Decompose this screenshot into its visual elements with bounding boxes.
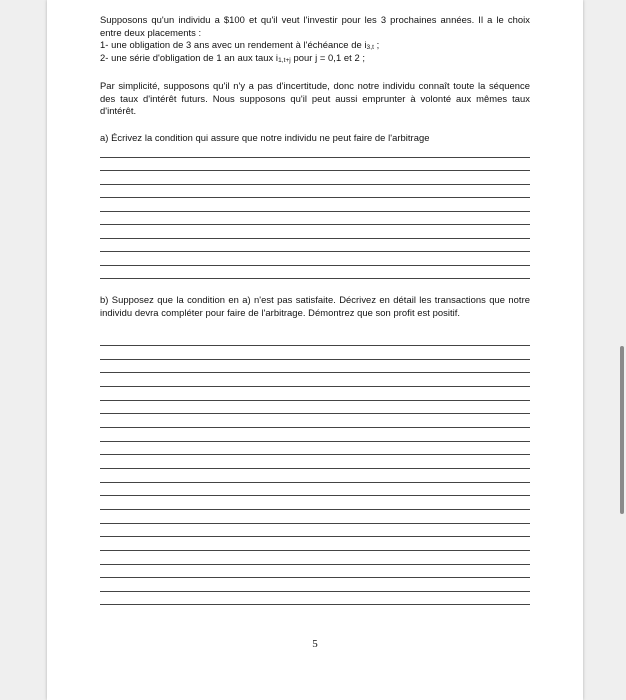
answer-line <box>100 523 530 524</box>
scrollbar-thumb[interactable] <box>620 346 624 514</box>
option-1-suffix: ; <box>373 39 380 51</box>
answer-line <box>100 495 530 496</box>
question-b: b) Supposez que la condition en a) n'est pas satisfaite. Décrivez en détail les transactions que notre individu devra compléter pour faire de l'arbitrage. Démontrez que son profit est positif. <box>100 294 530 318</box>
answer-line <box>100 278 530 279</box>
answer-line <box>100 441 530 442</box>
option-1-text: 1- une obligation de 3 ans avec un rendement à l'échéance de i <box>100 39 367 51</box>
option-1 <box>100 39 530 52</box>
answer-line <box>100 400 530 401</box>
answer-line <box>100 157 530 158</box>
answer-line <box>100 251 530 252</box>
answer-line <box>100 197 530 198</box>
answer-line <box>100 265 530 266</box>
assumption-paragraph: Par simplicité, supposons qu'il n'y a pas d'incertitude, donc notre individu connaît toute la séquence des taux d'intérêt futurs. Nous supposons qu'il peut aussi emprunter à volonté aux mêmes taux d'intérêt. <box>100 80 530 117</box>
answer-line <box>100 345 530 346</box>
answer-line <box>100 170 530 171</box>
answer-line <box>100 509 530 510</box>
answer-line <box>100 577 530 578</box>
previous-content-fragment <box>169 0 279 3</box>
answer-line <box>100 604 530 605</box>
option-2 <box>100 52 530 65</box>
answer-line <box>100 536 530 537</box>
page-number: 5 <box>312 638 318 650</box>
answer-line <box>100 454 530 455</box>
answer-line <box>100 386 530 387</box>
scrollbar[interactable] <box>618 0 626 700</box>
answer-line <box>100 359 530 360</box>
answer-line <box>100 413 530 414</box>
question-a: a) Écrivez la condition qui assure que notre individu ne peut faire de l'arbitrage <box>100 132 430 143</box>
intro-paragraph <box>100 14 530 64</box>
answer-line <box>100 591 530 592</box>
document-page <box>47 0 583 700</box>
answer-line <box>100 564 530 565</box>
answer-line <box>100 224 530 225</box>
answer-line <box>100 550 530 551</box>
option-1-subscript: 3,t <box>366 44 374 52</box>
answer-line <box>100 468 530 469</box>
answer-line <box>100 211 530 212</box>
answer-line <box>100 482 530 483</box>
option-2-text: 2- une série d'obligation de 1 an aux taux i <box>100 51 279 63</box>
answer-line <box>100 238 530 239</box>
option-2-subscript: 1,t+j <box>278 56 291 64</box>
answer-line <box>100 427 530 428</box>
answer-line <box>100 372 530 373</box>
answer-line <box>100 184 530 185</box>
option-2-suffix: pour j = 0,1 et 2 ; <box>290 51 366 63</box>
intro-text: Supposons qu'un individu a $100 et qu'il veut l'investir pour les 3 prochaines années. Il a le choix entre deux placements : <box>100 14 530 38</box>
